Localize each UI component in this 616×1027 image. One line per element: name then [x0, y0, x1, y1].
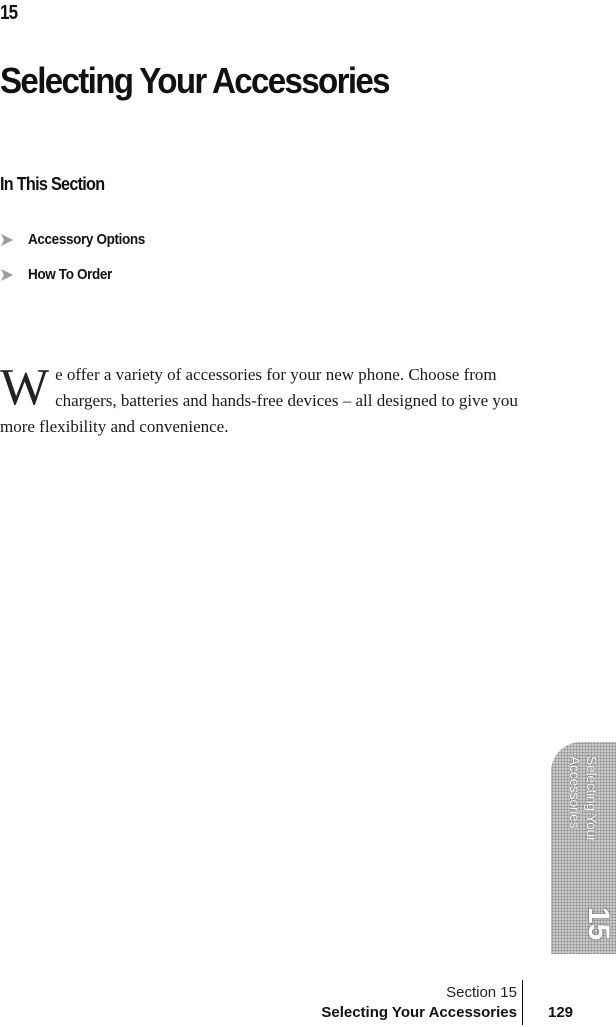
page-number: 129	[548, 1004, 574, 1021]
intro-paragraph	[0, 359, 520, 440]
section-contents-list	[0, 222, 158, 292]
side-tab-number: 15	[582, 907, 615, 941]
footer-section-label: Section 15	[446, 984, 517, 1001]
in-this-section-heading: In This Section	[0, 174, 105, 194]
section-number: 15	[0, 2, 18, 24]
list-item-label: Accessory Options	[28, 231, 145, 248]
side-tab-line-2: Accessories	[567, 756, 584, 829]
side-tab-line-1: Selecting Your	[584, 756, 601, 842]
intro-text: e offer a variety of accessories for your new phone. Choose from chargers, batteries and hands-free devices – all designed to give you more flexibility and convenience.	[0, 365, 518, 436]
page-title: Selecting Your Accessories	[0, 60, 389, 101]
arrow-bullet-icon	[0, 268, 14, 282]
footer-section-name: Selecting Your Accessories	[321, 1004, 517, 1021]
list-item-accessory-options[interactable]	[0, 222, 158, 257]
list-item-how-to-order[interactable]	[0, 257, 158, 292]
list-item-label: How To Order	[28, 266, 112, 283]
drop-cap: W	[0, 359, 50, 416]
footer-divider	[522, 980, 523, 1025]
footer	[321, 983, 517, 1023]
arrow-bullet-icon	[0, 233, 14, 247]
